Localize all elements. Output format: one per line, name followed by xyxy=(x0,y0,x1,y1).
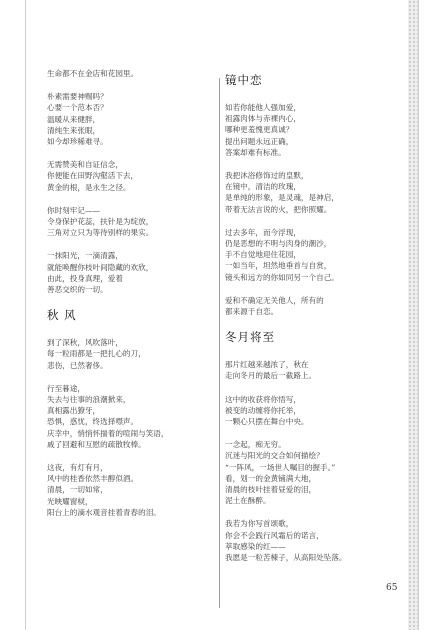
poem-title-mirror-love: 镜中恋 xyxy=(225,73,263,87)
intro-stanza xyxy=(47,68,207,79)
poem-line: 温暖从来健胖， xyxy=(47,114,101,124)
poem-line: 黄金的根，是永生之径。 xyxy=(47,182,131,192)
poem-stanza xyxy=(225,439,385,506)
poem-line: 三角对立只为等待别样的果实。 xyxy=(47,228,154,238)
poem-line: 悲伤，已然奢侈。 xyxy=(47,360,108,370)
poem-line: 就能唤醒你枝叶间隐藏的欢欣， xyxy=(47,262,154,272)
poem-stanza xyxy=(225,102,385,158)
poem-line: 到了深秋，风吹落叶， xyxy=(47,338,123,348)
poem-line: 答案却难有标准。 xyxy=(225,147,286,157)
poem-line: 泥土在酥醉。 xyxy=(225,496,271,506)
poem-stanza xyxy=(47,159,207,193)
poem-line: 无需赞美和自证信念， xyxy=(47,160,123,170)
poem-line: 镜头和远方的你如同另一个自己。 xyxy=(225,272,339,282)
poem-stanzas xyxy=(47,91,207,295)
poem-line: 真相露出獠牙， xyxy=(47,406,101,416)
poem-line: 光映耀窗棂， xyxy=(47,496,93,506)
poem-line: 如今却珍稀难寻。 xyxy=(47,137,108,147)
poem-line: 看，划一的金黄铺满大地， xyxy=(225,473,317,483)
poem-line: 走向冬月的最后一截路上。 xyxy=(225,371,317,381)
poem-stanza xyxy=(225,518,385,563)
poem-stanza xyxy=(47,462,207,518)
poem-line: 由此，投身真理，爱着 xyxy=(47,273,123,283)
poem-line: 过去多年，而今浮现， xyxy=(225,227,301,237)
poem-stanza xyxy=(225,359,385,381)
poem-line: 如若你能他人强加爱， xyxy=(225,103,301,112)
poem-line: 一如当年，坦然地垂首与自赏， xyxy=(225,261,332,271)
poem-line: 手不自觉地迎住花园， xyxy=(225,250,301,260)
poem-line: 你时刻牢记—— xyxy=(47,205,101,215)
poem-line: 令身保护花蕊，扶针是为绽放， xyxy=(47,217,154,227)
poem-line: 每一粒雨都是一把扎心的刀， xyxy=(47,349,146,359)
left-column xyxy=(47,68,207,530)
poem-line: 清晨，一切如常， xyxy=(47,485,108,495)
poem-line: 爱和不确定无关他人，所有的 xyxy=(225,295,324,305)
poem-stanza xyxy=(47,383,207,450)
poem-line: 行至暮途， xyxy=(47,383,85,393)
poem-line: 一颗心只摆在舞台中央。 xyxy=(225,417,309,427)
column-divider xyxy=(219,78,220,608)
right-column xyxy=(225,68,385,575)
page-edge-pattern xyxy=(408,0,418,630)
poem-line: 清晨的枝叶挂着昼爱的泪， xyxy=(225,485,317,495)
poem-line: 你便能在田野沟壑活下去， xyxy=(47,171,139,181)
poem-stanza xyxy=(47,205,207,239)
poem-line: 哪种更羞愧更真诚？ xyxy=(225,125,294,135)
poem-stanza xyxy=(225,227,385,283)
poem-line: 祖露肉体与赤裸内心， xyxy=(225,114,301,124)
poem-line: 在镜中，清洁的玫瑰， xyxy=(225,182,301,192)
poem-stanza xyxy=(47,250,207,295)
poem-line: 我把沐浴修饰过的皇默， xyxy=(225,171,309,181)
poem-line: 都来源于自恋。 xyxy=(225,307,279,317)
poem-stanzas xyxy=(225,359,385,563)
poem-line: 提出问题永远正确， xyxy=(225,136,294,146)
poem-line: 朴素需要神赐吗？ xyxy=(47,92,108,102)
poem-line: 一抹阳光，一滴清露， xyxy=(47,251,123,261)
poem-line: 那片红越来越浓了，秋在 xyxy=(225,360,309,370)
poem-line: 沉迷与阳光的交合如何描绘？ xyxy=(225,451,324,461)
poem-stanza xyxy=(225,394,385,428)
poem-line: 恐惧，惑忧，终选择噤声。 xyxy=(47,417,139,427)
poem-stanzas xyxy=(47,337,207,518)
page-number: 65 xyxy=(386,583,398,593)
poem-stanzas xyxy=(225,102,385,317)
poem-line: 这中的收获将你悟写， xyxy=(225,394,301,404)
poem-stanza xyxy=(225,170,385,215)
poem-line: 失去与往事的浪潮掀来， xyxy=(47,395,131,405)
poem-line: 清纯生来张眼， xyxy=(47,125,101,135)
poem-line: 风中的桂香依然丰醇似酒。 xyxy=(47,474,139,484)
poem-line: 阳台上的滴水观音挂着青春的泪。 xyxy=(47,507,161,517)
poem-line: 我若为你写首颂歌， xyxy=(225,519,294,529)
poem-line: 萃取感染的红—— xyxy=(225,541,286,551)
poem-line: 这夜，有灯有月， xyxy=(47,463,108,473)
poem-line: 戚了回避和互慰的疏散牧棒。 xyxy=(47,439,146,449)
poem-line: 我愿是一粒苦楝子，从高阳处坠落。 xyxy=(225,553,347,563)
poem-line: 仍是恶想的不明与肉身的潮沙， xyxy=(225,239,332,249)
poem-line: 生命都不在金店和花园里。 xyxy=(47,69,139,78)
poem-line: 一念起，痴无穷。 xyxy=(225,440,286,450)
poem-stanza xyxy=(47,337,207,371)
poem-line: 心要一个范本否？ xyxy=(47,103,108,113)
poem-stanza xyxy=(47,91,207,147)
poem-title-autumn-wind: 秋 风 xyxy=(47,308,77,323)
poem-title-winter-moon: 冬月将至 xyxy=(225,330,275,345)
poem-line: 带着无法言说的火，把你照耀。 xyxy=(225,204,332,214)
poem-line: 庆幸中，悄悄怀揣着的喧闹与笑语， xyxy=(47,428,169,438)
poem-line: 你会不会践行风霜后的诺言， xyxy=(225,530,324,540)
poem-stanza xyxy=(225,295,385,317)
poem-line: “一阵风，一场世人嘱目的握手。” xyxy=(225,462,336,472)
poem-line: 被变的动缠将你托举， xyxy=(225,405,301,415)
poem-line: 是单纯的形象，是灵魂，是神启， xyxy=(225,193,339,203)
poem-line: 善恶交织的一切。 xyxy=(47,285,108,295)
